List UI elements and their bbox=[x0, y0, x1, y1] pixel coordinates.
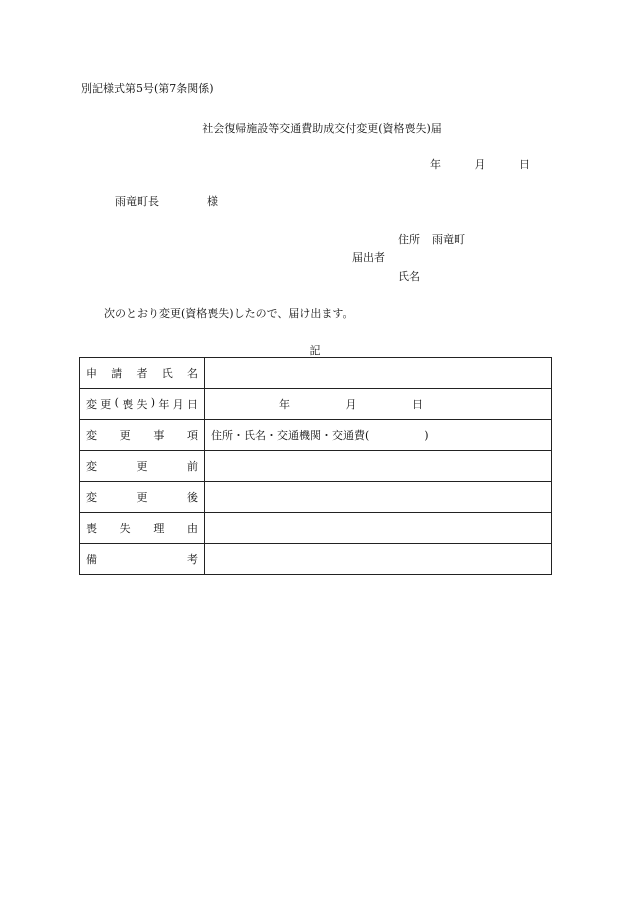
table-row bbox=[80, 389, 552, 420]
justified-label bbox=[86, 365, 198, 381]
row-label bbox=[80, 482, 205, 513]
label-char: 失 bbox=[136, 398, 148, 411]
justified-label bbox=[86, 396, 198, 412]
label-char: 請 bbox=[111, 367, 123, 380]
label-char: 変 bbox=[86, 460, 97, 473]
date-day: 日 bbox=[519, 158, 530, 171]
cell-month: 月 bbox=[345, 398, 357, 411]
row-label bbox=[80, 389, 205, 420]
label-char: 日 bbox=[186, 398, 198, 411]
table-row bbox=[80, 513, 552, 544]
justified-label bbox=[86, 551, 198, 567]
label-char: 変 bbox=[86, 491, 97, 504]
addressee-name: 雨竜町長 bbox=[115, 195, 159, 208]
addressee-honorific: 様 bbox=[207, 195, 218, 208]
label-char: 失 bbox=[119, 522, 131, 535]
label-char: 更 bbox=[136, 491, 148, 504]
applicant-name-field[interactable] bbox=[205, 358, 552, 389]
row-label bbox=[80, 544, 205, 575]
justified-label bbox=[86, 489, 198, 505]
table-row bbox=[80, 358, 552, 389]
label-char: ) bbox=[150, 396, 156, 409]
justified-label bbox=[86, 458, 198, 474]
after-change-field[interactable] bbox=[205, 482, 552, 513]
table-row bbox=[80, 451, 552, 482]
label-char: 考 bbox=[187, 553, 198, 566]
label-char: 変 bbox=[86, 398, 97, 411]
label-char: 更 bbox=[136, 460, 148, 473]
justified-label bbox=[86, 520, 198, 536]
change-date-field[interactable] bbox=[205, 389, 552, 420]
label-char: ( bbox=[114, 396, 119, 409]
label-char: 前 bbox=[187, 460, 198, 473]
label-char: 者 bbox=[136, 367, 148, 380]
address-label: 住所 bbox=[398, 233, 420, 246]
label-char: 申 bbox=[86, 367, 97, 380]
label-char: 氏 bbox=[161, 367, 173, 380]
label-char: 喪 bbox=[86, 522, 97, 535]
label-char: 後 bbox=[187, 491, 198, 504]
addressee bbox=[115, 193, 218, 209]
name-label: 氏名 bbox=[398, 270, 420, 283]
change-items-field[interactable]: 住所・氏名・交通機関・交通費( ) bbox=[205, 420, 552, 451]
label-char: 更 bbox=[100, 398, 112, 411]
notice-text: 次のとおり変更(資格喪失)したので、届け出ます。 bbox=[104, 307, 354, 320]
label-char: 年 bbox=[158, 398, 170, 411]
details-table bbox=[79, 357, 552, 575]
label-char: 月 bbox=[172, 398, 184, 411]
label-char: 事 bbox=[153, 429, 165, 442]
applicant-address bbox=[398, 231, 465, 247]
label-char: 理 bbox=[153, 522, 165, 535]
before-change-field[interactable] bbox=[205, 451, 552, 482]
label-char: 備 bbox=[86, 553, 97, 566]
label-char: 更 bbox=[119, 429, 131, 442]
row-label bbox=[80, 420, 205, 451]
row-label bbox=[80, 358, 205, 389]
table-row bbox=[80, 482, 552, 513]
row-label bbox=[80, 451, 205, 482]
form-reference: 別記様式第5号(第7条関係) bbox=[81, 82, 214, 95]
table-row bbox=[80, 420, 552, 451]
submitter-label: 届出者 bbox=[352, 251, 385, 264]
address-value: 雨竜町 bbox=[432, 233, 465, 246]
row-label bbox=[80, 513, 205, 544]
label-char: 由 bbox=[186, 522, 198, 535]
date-month: 月 bbox=[474, 158, 486, 171]
cell-day: 日 bbox=[412, 398, 423, 411]
cell-year: 年 bbox=[279, 398, 290, 411]
remarks-field[interactable] bbox=[205, 544, 552, 575]
table-row bbox=[80, 544, 552, 575]
justified-label bbox=[86, 427, 198, 443]
label-char: 変 bbox=[86, 429, 97, 442]
submission-date bbox=[400, 156, 530, 172]
loss-reason-field[interactable] bbox=[205, 513, 552, 544]
ki-heading: 記 bbox=[309, 344, 321, 357]
label-char: 名 bbox=[187, 367, 198, 380]
date-year: 年 bbox=[430, 158, 441, 171]
label-char: 喪 bbox=[122, 398, 134, 411]
label-char: 項 bbox=[186, 429, 198, 442]
document-title: 社会復帰施設等交通費助成交付変更(資格喪失)届 bbox=[202, 122, 442, 135]
